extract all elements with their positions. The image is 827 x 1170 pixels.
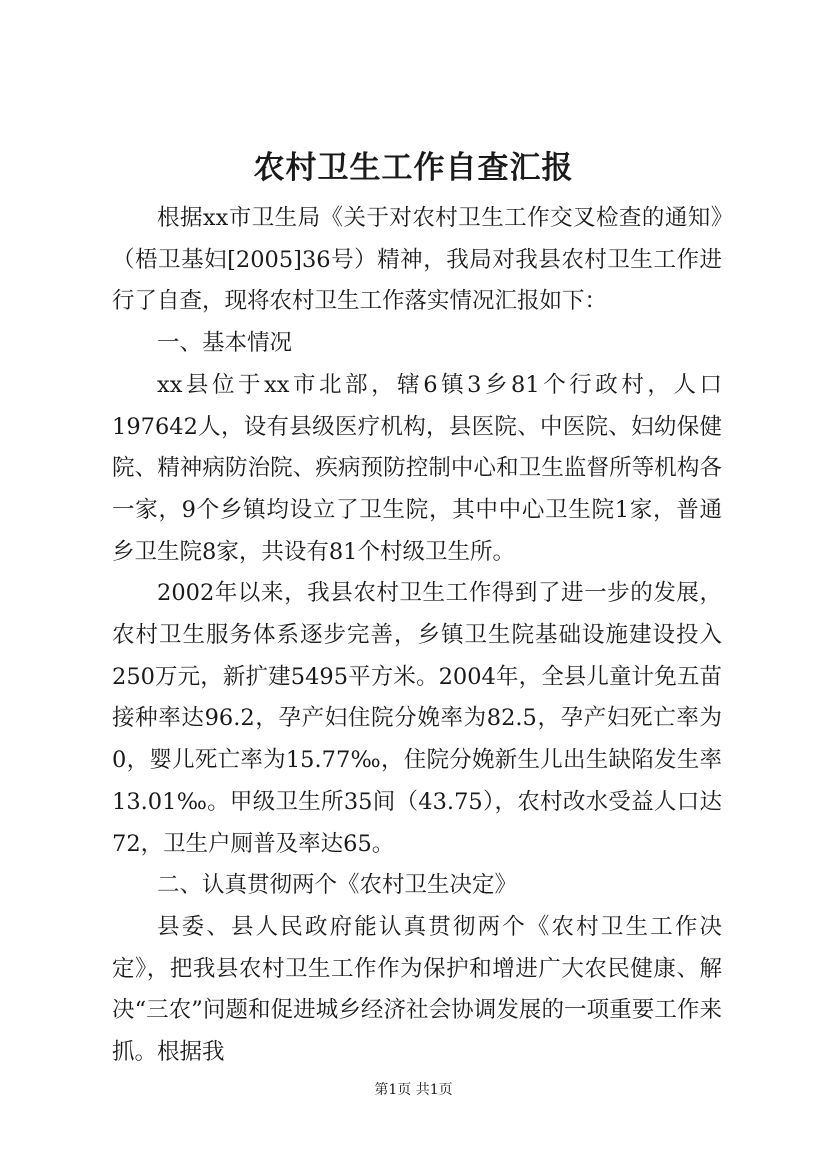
intro-paragraph: 根据xx市卫生局《关于对农村卫生工作交叉检查的通知》（梧卫基妇[2005]36号）精神，我局对我县农村卫生工作进行了自查，现将农村卫生工作落实情况汇报如下： — [112, 205, 722, 315]
decisions-paragraph: 县委、县人民政府能认真贯彻两个《农村卫生工作决定》，把我县农村卫生工作作为保护和增进广大农民健康、解决“三农”问题和促进城乡经济社会协调发展的一项重要工作来抓。根据我 — [112, 913, 722, 1066]
basic-situation-paragraph: xx县位于xx市北部，辖6镇3乡81个行政村，人口197642人，设有县级医疗机构，县医院、中医院、妇幼保健院、精神病防治院、疾病预防控制中心和卫生监督所等机构各一家，9个乡镇均设立了卫生院，其中中心卫生院1家，普通乡卫生院8家，共设有81个村级卫生所。 — [112, 371, 722, 565]
development-paragraph: 2002年以来，我县农村卫生工作得到了进一步的发展，农村卫生服务体系逐步完善，乡镇卫生院基础设施建设投入250万元，新扩建5495平方米。2004年，全县儿童计免五苗接种率达96.2，孕产妇住院分娩率为82.5，孕产妇死亡率为0，婴儿死亡率为15.77‰，住院分娩新生儿出生缺陷发生率13.01‰。甲级卫生所35间（43.75），农村改水受益人口达72，卫生户厕普及率达65。 — [112, 580, 722, 857]
section-heading-decisions: 二、认真贯彻两个《农村卫生决定》 — [157, 872, 518, 899]
document-title: 农村卫生工作自查汇报 — [253, 150, 574, 186]
document-body — [112, 198, 722, 1074]
page-number-footer: 第1页 共1页 — [374, 1082, 453, 1098]
section-heading-basic-situation: 一、基本情况 — [157, 330, 293, 357]
